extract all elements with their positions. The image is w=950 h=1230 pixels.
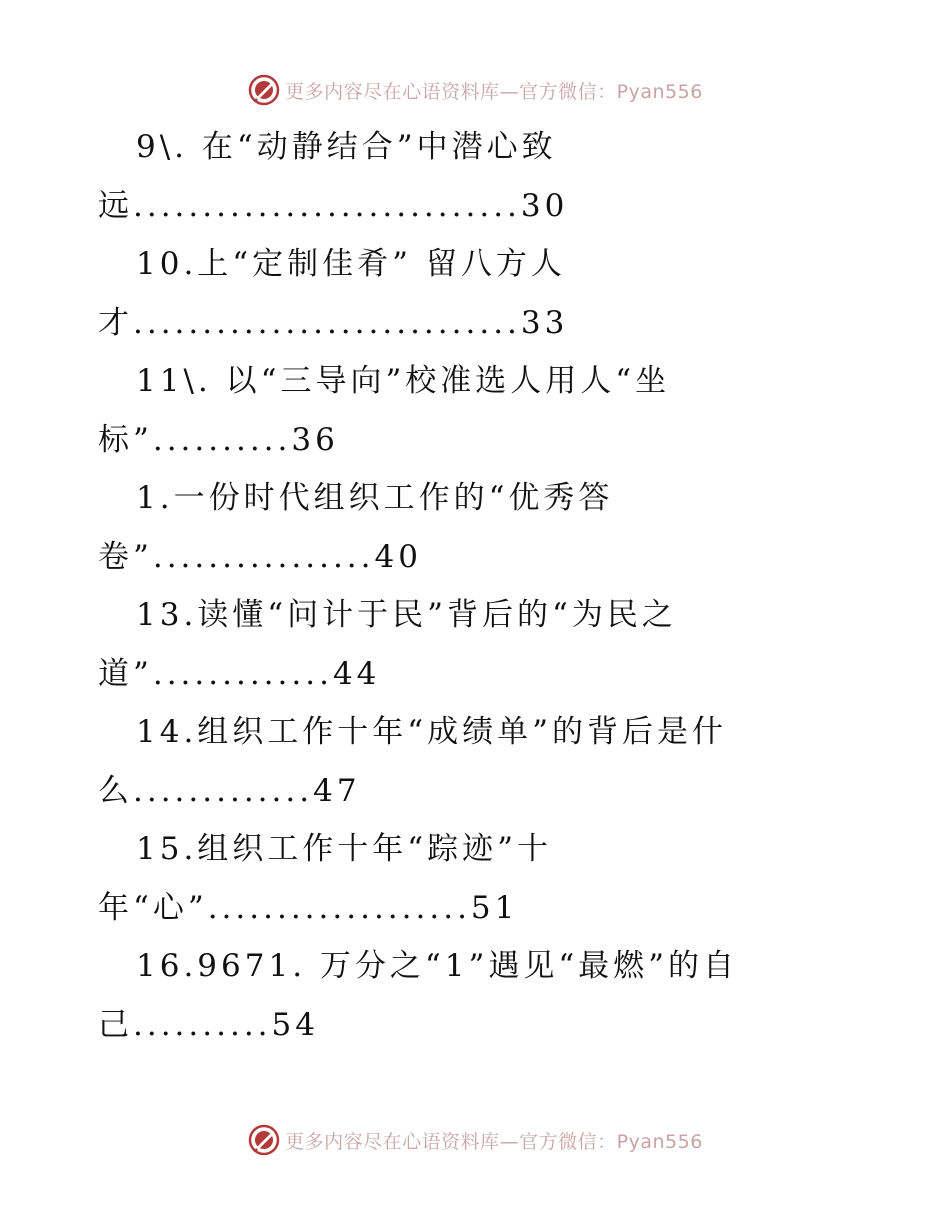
toc-entry-tail: 己..........54 (98, 1006, 319, 1043)
toc-entry[interactable] (98, 820, 858, 937)
toc-entry[interactable] (98, 118, 858, 235)
toc-entry-tail: 远............................30 (98, 187, 569, 224)
toc-entry-title: 16.9671. 万分之“1”遇见“最燃”的自 (136, 948, 739, 984)
toc-entry-title: 14.组织工作十年“成绩单”的背后是什 (136, 714, 727, 750)
toc-entry-title: 10.上“定制佳肴” 留八方人 (136, 246, 566, 282)
footer-banner (0, 1120, 950, 1160)
toc-entry[interactable] (98, 352, 858, 469)
toc-entry[interactable] (98, 703, 858, 820)
toc-entry[interactable] (98, 937, 858, 1054)
toc-entry-title: 9\. 在“动静结合”中潜心致 (136, 129, 557, 165)
pen-circle-icon (247, 73, 281, 107)
header-banner (0, 70, 950, 110)
banner-text: 更多内容尽在心语资料库—官方微信：Pyan556 (285, 1130, 703, 1153)
toc-entry-title: 11\. 以“三导向”校准选人用人“坐 (136, 363, 671, 399)
toc-entry[interactable] (98, 469, 858, 586)
toc-entry-tail: 年“心”...................51 (98, 889, 519, 926)
table-of-contents (98, 118, 858, 1054)
banner-text: 更多内容尽在心语资料库—官方微信：Pyan556 (285, 80, 703, 103)
pen-circle-icon (247, 1123, 281, 1157)
toc-entry-tail: 才............................33 (98, 304, 569, 341)
toc-entry-title: 13.读懂“问计于民”背后的“为民之 (136, 597, 677, 633)
toc-entry[interactable] (98, 586, 858, 703)
toc-entry[interactable] (98, 235, 858, 352)
toc-entry-tail: 卷”................40 (98, 538, 422, 575)
toc-entry-tail: 标”..........36 (98, 421, 339, 458)
toc-entry-tail: 么.............47 (98, 772, 361, 809)
toc-entry-title: 1.一份时代组织工作的“优秀答 (136, 480, 614, 516)
toc-entry-title: 15.组织工作十年“踪迹”十 (136, 831, 552, 867)
toc-entry-tail: 道”.............44 (98, 655, 381, 692)
